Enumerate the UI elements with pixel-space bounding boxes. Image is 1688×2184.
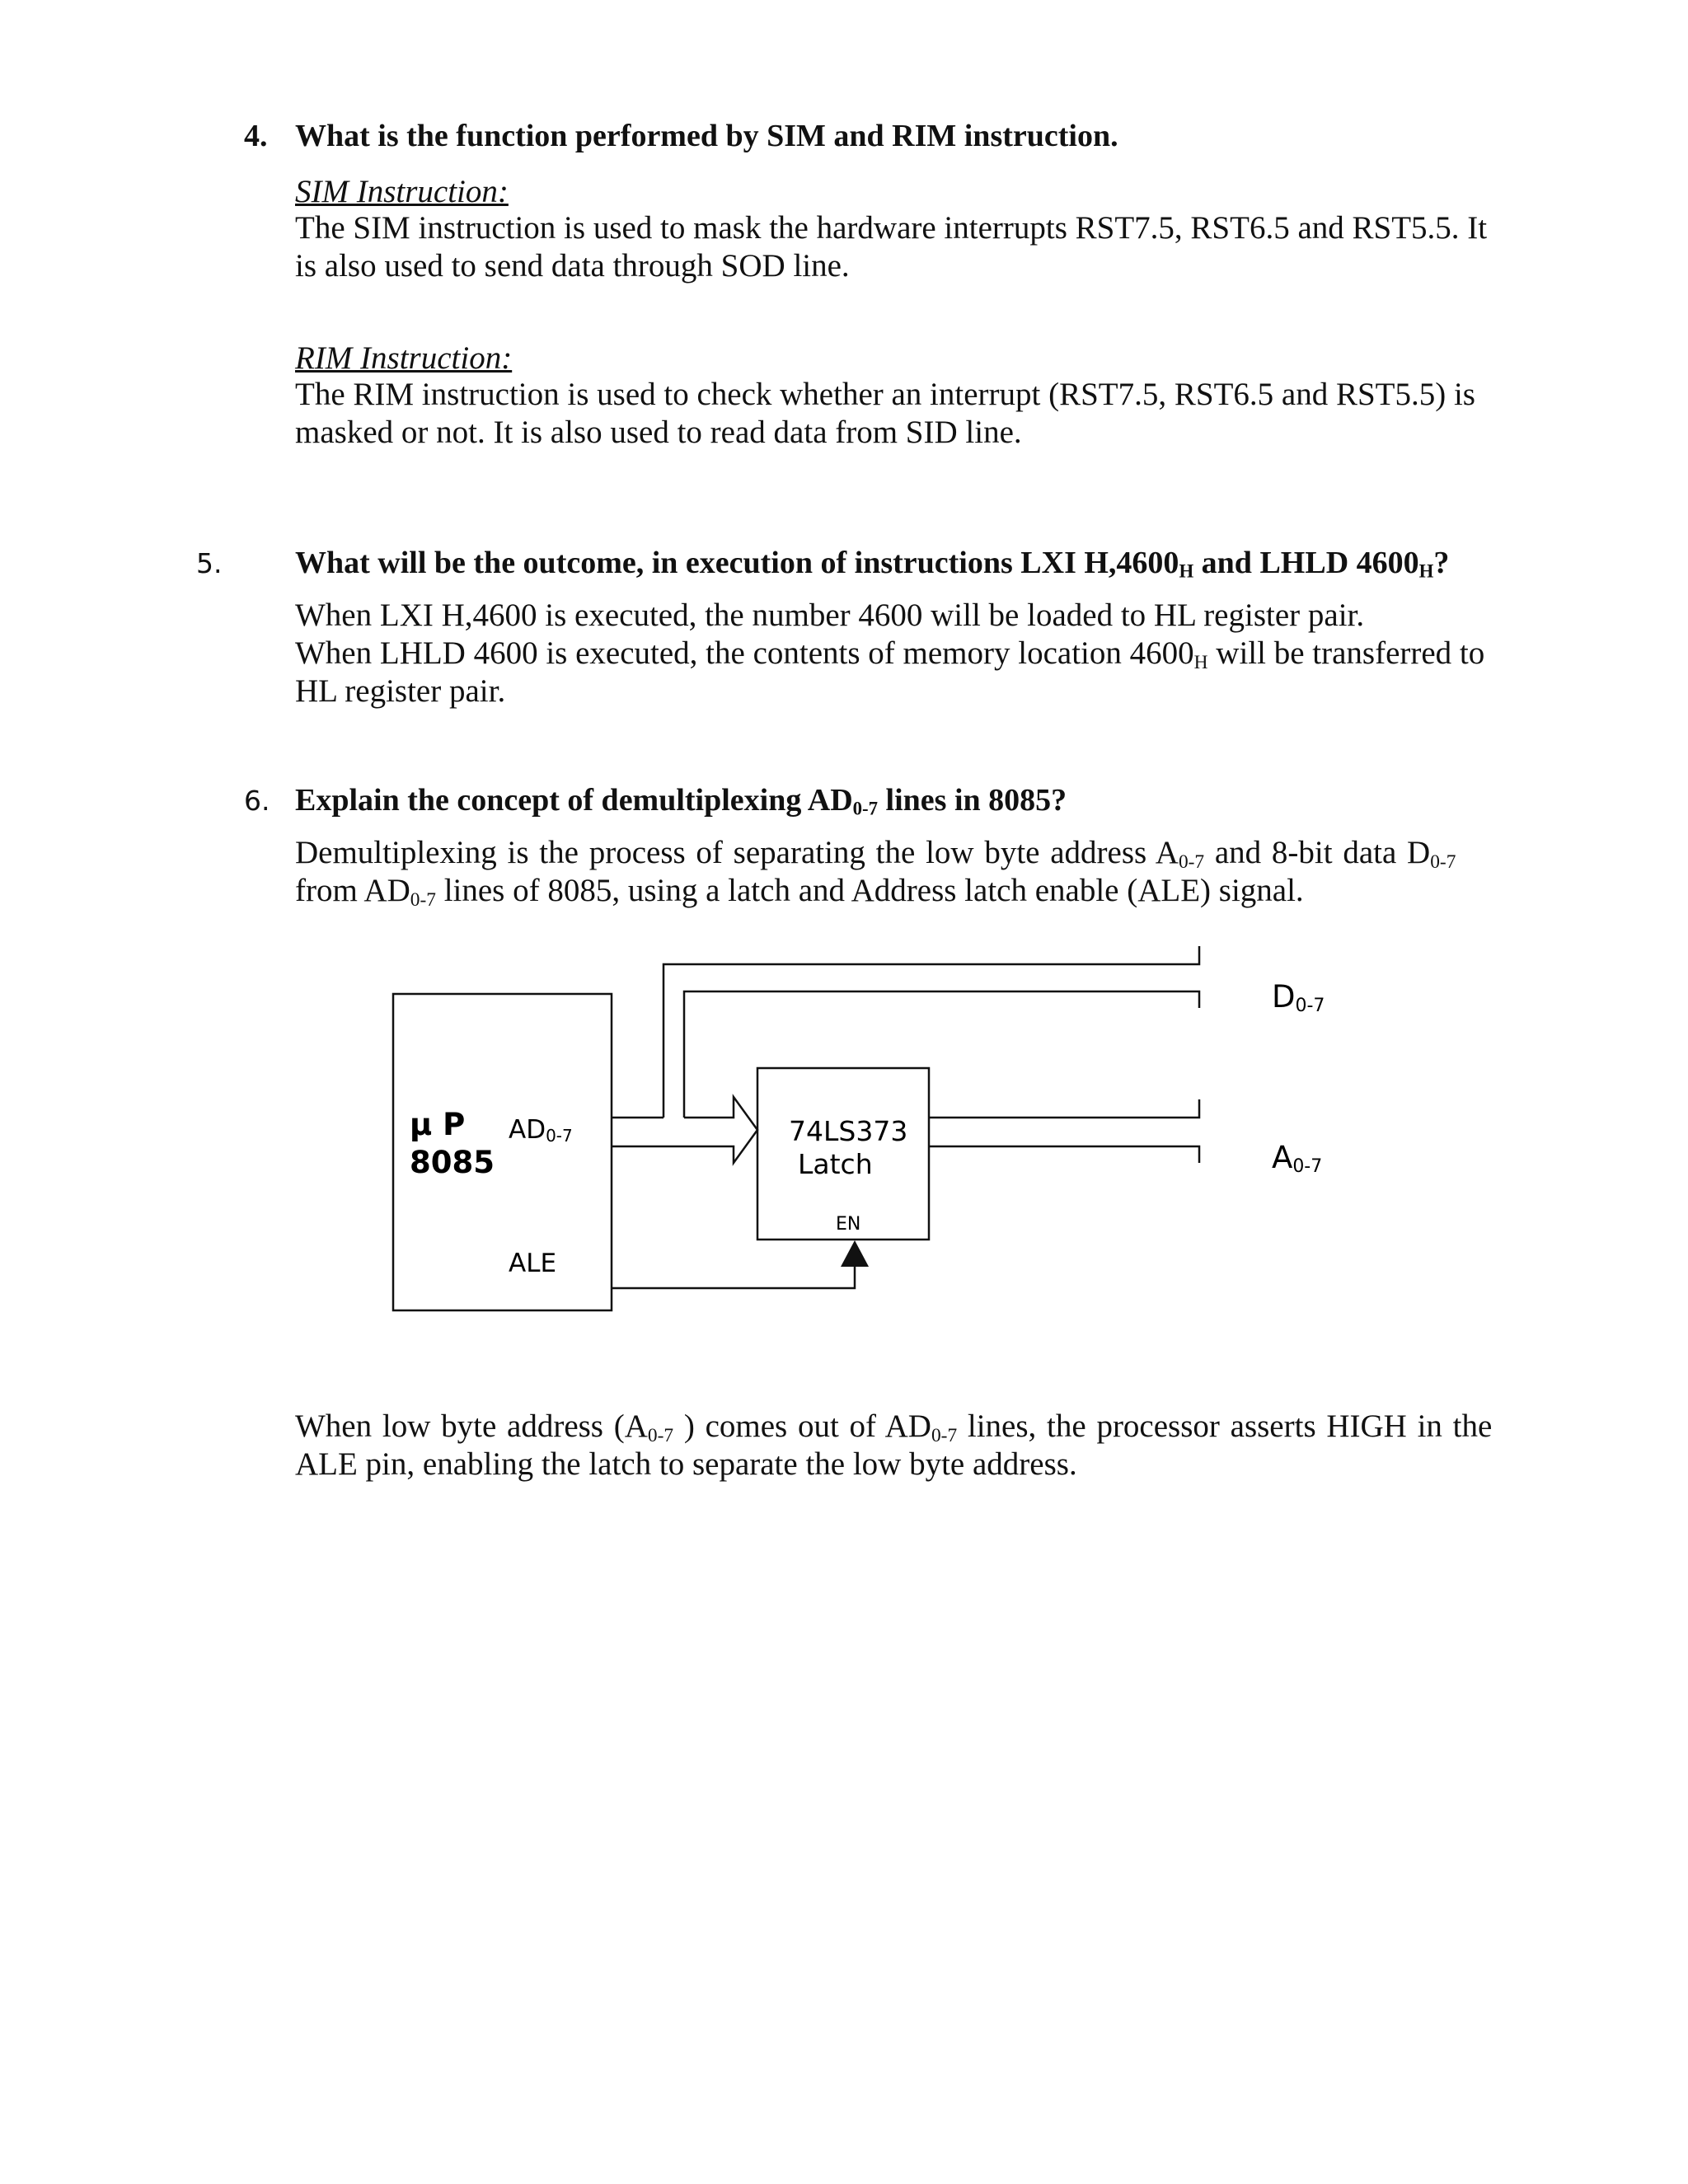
question-6-number: 6. (244, 785, 270, 817)
q5-title-part-b: and LHLD 4600 (1193, 546, 1419, 580)
rim-line-2: masked or not. It is also used to read data from SID line. (295, 415, 1022, 450)
d-bus-upper-line (663, 946, 1199, 1118)
q6-p3-a: When low byte address (A (295, 1408, 648, 1444)
q6-p3-c: lines, the processor asserts HIGH in the (957, 1408, 1493, 1444)
q5-answer-line-2-sub: H (1193, 651, 1208, 673)
ad-label (509, 1115, 573, 1146)
q6-p3-b: ) comes out of AD (673, 1408, 931, 1444)
q6-p1-a: Demultiplexing is the process of separating the low byte address A (295, 835, 1179, 870)
chip-label: 8085 (410, 1145, 495, 1180)
q6-title-part-a: Explain the concept of demultiplexing AD (295, 783, 853, 818)
mu-p-label: µ P (410, 1107, 466, 1142)
latch-part-number: 74LS373 (789, 1115, 908, 1147)
q5-title-part-c: ? (1433, 546, 1450, 580)
sim-line-2: is also used to send data through SOD line. (295, 248, 850, 284)
q6-p1-b: and 8-bit data D (1204, 835, 1431, 870)
q5-title-part-a: What will be the outcome, in execution of instructions LXI H,4600 (295, 546, 1179, 580)
q5-answer-line-1: When LXI H,4600 is executed, the number 4600 will be loaded to HL register pair. (295, 598, 1365, 633)
rim-line-1: The RIM instruction is used to check whether an interrupt (RST7.5, RST6.5 and RST5.5) is (295, 377, 1475, 412)
q6-p2-a: from AD (295, 873, 410, 908)
q5-title-sub-2: H (1418, 560, 1434, 582)
question-4-number: 4. (244, 119, 268, 153)
q6-p3-sub-2: 0-7 (931, 1424, 958, 1446)
a-output-label (1272, 1140, 1322, 1177)
q5-answer-line-3: HL register pair. (295, 673, 506, 709)
q6-title-part-b: lines in 8085? (878, 783, 1067, 818)
q5-answer-line-2-b: will be transferred to (1207, 635, 1485, 671)
q6-p2-b: lines of 8085, using a latch and Address latch enable (ALE) signal. (435, 873, 1304, 908)
d-output-sub: 0-7 (1295, 996, 1325, 1016)
sim-line-1: The SIM instruction is used to mask the hardware interrupts RST7.5, RST6.5 and RST5.5. It (295, 210, 1488, 246)
question-5-number: 5. (196, 547, 223, 579)
ad-label-main: AD (509, 1115, 546, 1145)
ale-line (612, 1265, 855, 1288)
d-output-main: D (1272, 979, 1296, 1015)
latch-name: Latch (798, 1148, 873, 1180)
ale-label: ALE (509, 1249, 557, 1278)
q6-p3-sub-1: 0-7 (647, 1424, 674, 1446)
q5-title-sub-1: H (1179, 560, 1194, 582)
q6-title-sub: 0-7 (852, 798, 879, 819)
q6-p2-sub: 0-7 (410, 888, 436, 911)
q6-p3-line-1 (295, 1408, 1515, 1446)
q6-paragraph-2 (295, 1408, 1515, 1483)
ad-label-sub: 0-7 (546, 1126, 573, 1146)
enable-arrow-icon (841, 1240, 869, 1267)
d-bus-lower-line (684, 991, 1199, 1118)
q6-p1-sub-1: 0-7 (1178, 851, 1205, 873)
a-output-main: A (1272, 1140, 1293, 1175)
q6-p4-line: ALE pin, enabling the latch to separate the low byte address. (295, 1446, 1077, 1482)
q6-p1-sub-2: 0-7 (1430, 851, 1456, 873)
sim-heading: SIM Instruction: (295, 174, 509, 209)
a-bus-upper-line (929, 1099, 1199, 1118)
rim-heading: RIM Instruction: (295, 340, 513, 376)
q5-answer-line-2-a: When LHLD 4600 is executed, the contents of memory location 4600 (295, 635, 1194, 671)
a-output-sub: 0-7 (1292, 1156, 1323, 1177)
d-output-label (1272, 979, 1325, 1016)
question-4-title: What is the function performed by SIM and RIM instruction. (295, 119, 1118, 153)
a-bus-lower-line (929, 1146, 1199, 1163)
enable-label: EN (836, 1214, 861, 1235)
